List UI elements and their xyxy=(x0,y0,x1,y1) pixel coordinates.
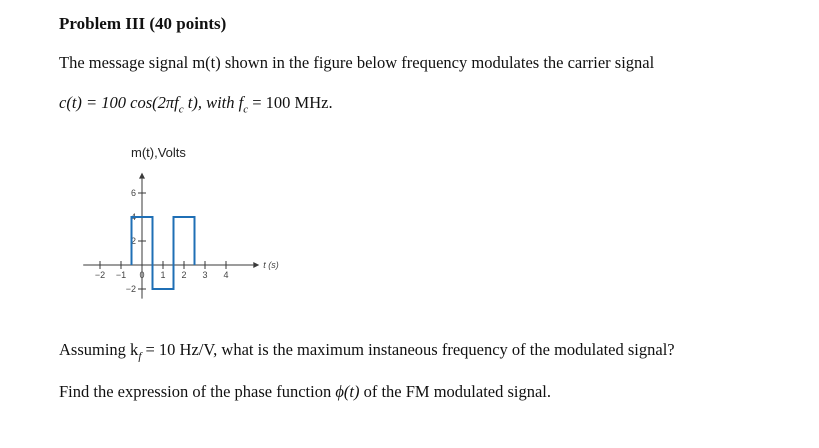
plot-ticks xyxy=(95,188,229,294)
figure-y-label: m(t),Volts xyxy=(131,145,186,160)
carrier-rhs: t), with f xyxy=(183,93,244,112)
carrier-lhs: c(t) = 100 cos(2πf xyxy=(59,93,179,112)
question-phase-function xyxy=(59,382,551,402)
y-tick-label: 2 xyxy=(130,236,136,246)
carrier-subscript: c xyxy=(178,103,184,116)
x-tick-label: 4 xyxy=(223,270,229,280)
x-axis-arrow xyxy=(253,262,259,268)
x-tick-label: 3 xyxy=(202,270,208,280)
plot-axes xyxy=(83,173,259,299)
y-axis-arrow xyxy=(139,173,145,179)
fc-value: = 100 MHz. xyxy=(248,93,333,112)
x-tick-label: 2 xyxy=(181,270,187,280)
phi-symbol: ϕ(t) xyxy=(335,382,360,401)
x-tick-label: −1 xyxy=(115,270,127,280)
y-tick-label: 6 xyxy=(130,188,136,198)
x-tick-label: 0 xyxy=(139,270,145,280)
q1-prefix: Assuming k xyxy=(59,340,139,359)
figure-x-label: t (s) xyxy=(263,260,279,270)
question-max-frequency xyxy=(59,340,675,362)
x-tick-label: 1 xyxy=(160,270,166,280)
fc-subscript: c xyxy=(243,103,249,116)
q2-suffix: of the FM modulated signal. xyxy=(359,382,552,401)
problem-intro: The message signal m(t) shown in the figure below frequency modulates the carrier signal xyxy=(59,53,655,72)
x-tick-label: −2 xyxy=(94,270,106,280)
y-tick-label: 4 xyxy=(130,212,136,222)
q2-prefix: Find the expression of the phase function xyxy=(59,382,336,401)
kf-subscript: f xyxy=(138,350,142,363)
problem-heading: Problem III (40 points) xyxy=(59,14,227,33)
y-tick-label: −2 xyxy=(125,284,136,294)
q1-suffix: = 10 Hz/V, what is the maximum instaneous frequency of the modulated signal? xyxy=(141,340,675,359)
